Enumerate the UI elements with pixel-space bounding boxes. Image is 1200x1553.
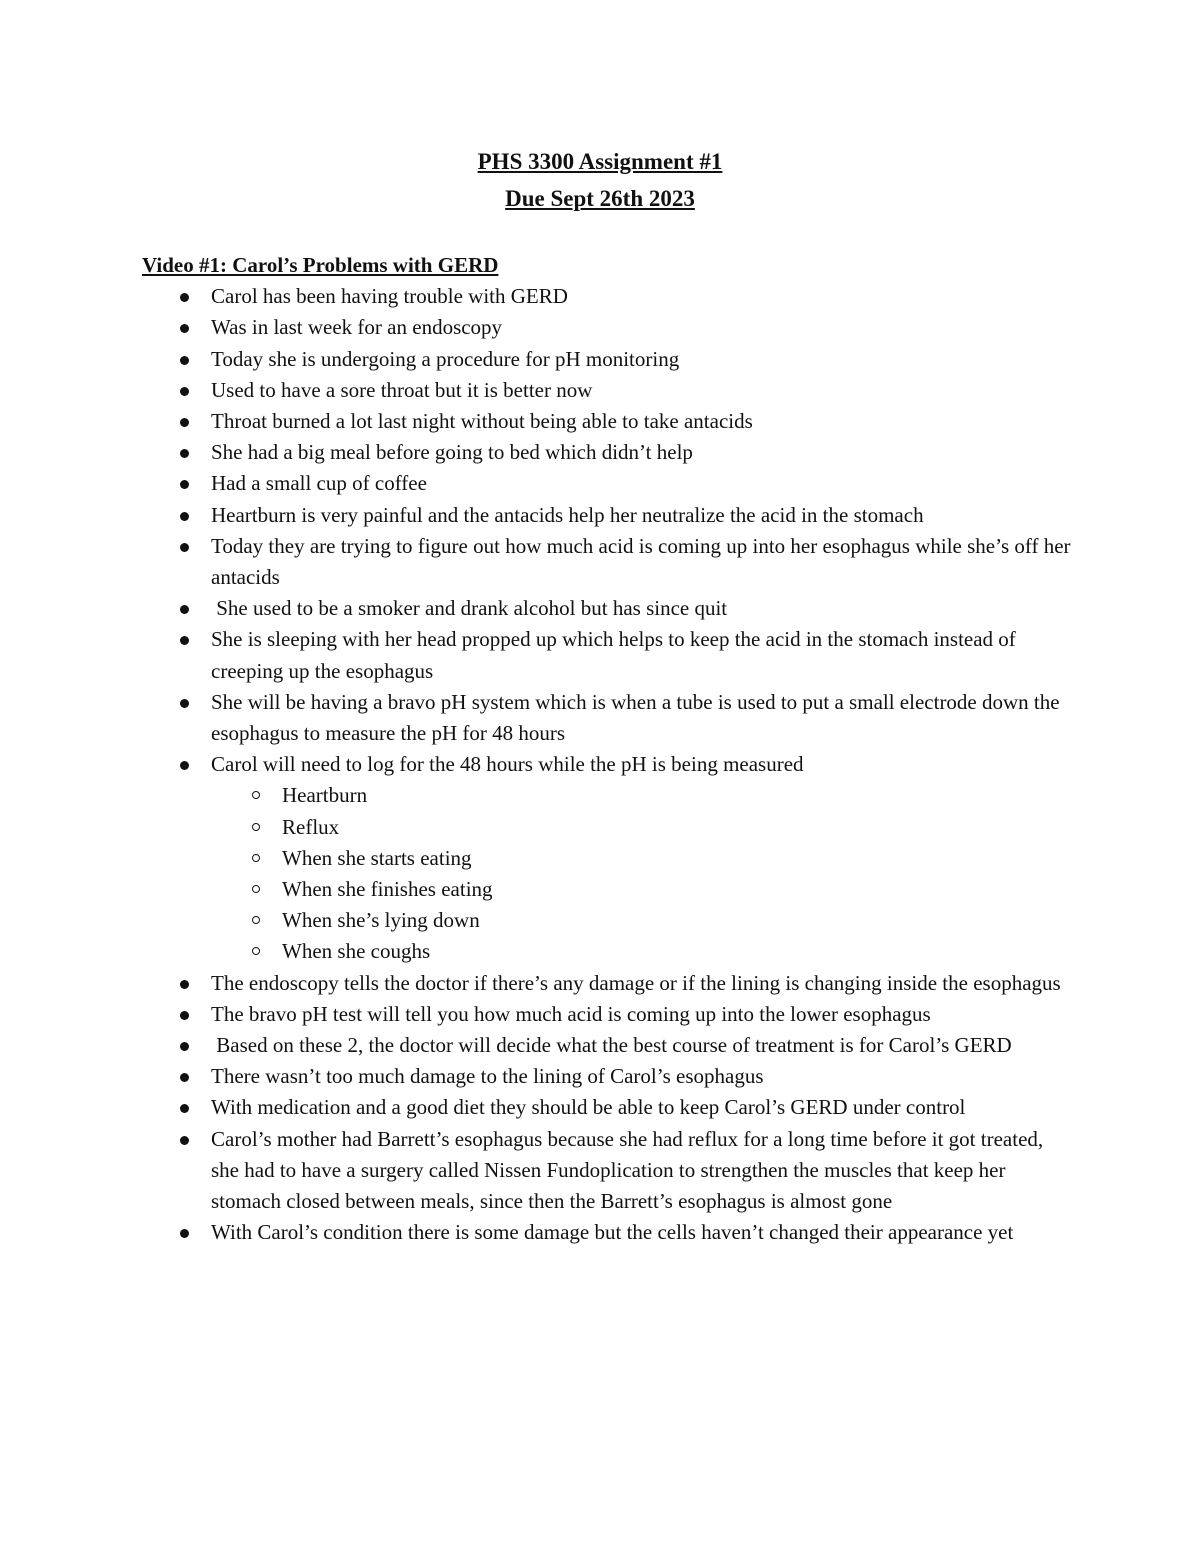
log-sublist — [211, 780, 1072, 967]
bullet-dot-icon — [180, 1104, 189, 1113]
list-item — [142, 1217, 1072, 1248]
sublist-item-text: When she coughs — [282, 939, 431, 964]
list-item-text: Was in last week for an endoscopy — [211, 315, 503, 340]
bullet-dot-icon — [180, 293, 189, 302]
sublist-item-text: When she’s lying down — [282, 908, 480, 933]
bullet-dot-icon — [180, 480, 189, 489]
sublist-item-text: When she finishes eating — [282, 877, 493, 902]
sublist-item-text: Heartburn — [282, 783, 368, 808]
document-title: PHS 3300 Assignment #1 — [477, 149, 723, 174]
list-item-text: The bravo pH test will tell you how much acid is coming up into the lower esophagus — [211, 1001, 931, 1026]
list-item — [142, 1030, 1072, 1061]
bullet-dot-icon — [180, 1229, 189, 1238]
bullet-circle-icon — [252, 791, 260, 799]
list-item-text: Today they are trying to figure out how much acid is coming up into her esophagus while she’s off her antacids — [211, 533, 1071, 590]
list-item-text: Heartburn is very painful and the antacids help her neutralize the acid in the stomach — [211, 502, 924, 527]
bullet-circle-icon — [252, 947, 260, 955]
bullet-dot-icon — [180, 1136, 189, 1145]
list-item — [142, 500, 1072, 531]
bullet-circle-icon — [252, 916, 260, 924]
bullet-dot-icon — [180, 512, 189, 521]
bullet-dot-icon — [180, 980, 189, 989]
sublist-item — [211, 780, 1072, 811]
bullet-circle-icon — [252, 854, 260, 862]
list-item-text: Carol will need to log for the 48 hours while the pH is being measured — [211, 752, 804, 777]
bullet-dot-icon — [180, 387, 189, 396]
list-item-text: Carol’s mother had Barrett’s esophagus because she had reflux for a long time before it got treated, she had to have a surgery called Nissen Fundoplication to strengthen the muscles that keep her stomach closed between meals, since then the Barrett’s esophagus is almost gone — [211, 1126, 1044, 1214]
list-item-text: Today she is undergoing a procedure for pH monitoring — [211, 346, 680, 371]
bullet-dot-icon — [180, 324, 189, 333]
list-item-text: Based on these 2, the doctor will decide what the best course of treatment is for Carol’s GERD — [211, 1033, 1012, 1058]
list-item-text: She will be having a bravo pH system which is when a tube is used to put a small electrode down the esophagus to measure the pH for 48 hours — [211, 689, 1060, 746]
list-item-text: There wasn’t too much damage to the lining of Carol’s esophagus — [211, 1064, 764, 1089]
bullet-dot-icon — [180, 1073, 189, 1082]
list-item-text: Carol has been having trouble with GERD — [211, 284, 568, 309]
list-item-text: With Carol’s condition there is some damage but the cells haven’t changed their appearance yet — [211, 1220, 1014, 1245]
list-item-text: The endoscopy tells the doctor if there’s any damage or if the lining is changing inside the esophagus — [211, 970, 1061, 995]
sublist-item-text: Reflux — [282, 814, 340, 839]
list-item-text: She had a big meal before going to bed which didn’t help — [211, 440, 693, 465]
bullet-list — [142, 281, 1072, 1248]
bullet-dot-icon — [180, 1042, 189, 1051]
list-item — [142, 624, 1072, 686]
list-item-text: Throat burned a lot last night without being able to take antacids — [211, 409, 753, 434]
bullet-dot-icon — [180, 636, 189, 645]
bullet-circle-icon — [252, 885, 260, 893]
sublist-item — [211, 843, 1072, 874]
list-item — [142, 968, 1072, 999]
list-item — [142, 999, 1072, 1030]
list-item — [142, 344, 1072, 375]
list-item-text: She used to be a smoker and drank alcohol but has since quit — [211, 596, 728, 621]
title-block — [0, 143, 1200, 217]
sublist-item — [211, 874, 1072, 905]
document-body — [142, 250, 1072, 1249]
bullet-dot-icon — [180, 605, 189, 614]
bullet-dot-icon — [180, 418, 189, 427]
list-item — [142, 281, 1072, 312]
bullet-dot-icon — [180, 699, 189, 708]
list-item-text: Had a small cup of coffee — [211, 471, 427, 496]
bullet-dot-icon — [180, 761, 189, 770]
list-item — [142, 1092, 1072, 1123]
list-item-text: With medication and a good diet they should be able to keep Carol’s GERD under control — [211, 1095, 966, 1120]
list-item — [142, 468, 1072, 499]
sublist-item — [211, 936, 1072, 967]
list-item — [142, 375, 1072, 406]
bullet-circle-icon — [252, 823, 260, 831]
list-item-text: She is sleeping with her head propped up which helps to keep the acid in the stomach instead of creeping up the esophagus — [211, 627, 1016, 683]
list-item — [142, 406, 1072, 437]
list-item — [142, 531, 1072, 593]
list-item — [142, 1061, 1072, 1092]
list-item — [142, 687, 1072, 749]
list-item — [142, 749, 1072, 967]
list-item — [142, 593, 1072, 624]
list-item — [142, 1124, 1072, 1218]
sublist-item-text: When she starts eating — [282, 845, 472, 870]
bullet-dot-icon — [180, 543, 189, 552]
due-date: Due Sept 26th 2023 — [505, 186, 695, 211]
sublist-item — [211, 905, 1072, 936]
bullet-dot-icon — [180, 356, 189, 365]
list-item — [142, 312, 1072, 343]
section-heading: Video #1: Carol’s Problems with GERD — [142, 253, 499, 277]
list-item — [142, 437, 1072, 468]
bullet-dot-icon — [180, 449, 189, 458]
list-item-text: Used to have a sore throat but it is better now — [211, 377, 593, 402]
bullet-dot-icon — [180, 1011, 189, 1020]
sublist-item — [211, 812, 1072, 843]
